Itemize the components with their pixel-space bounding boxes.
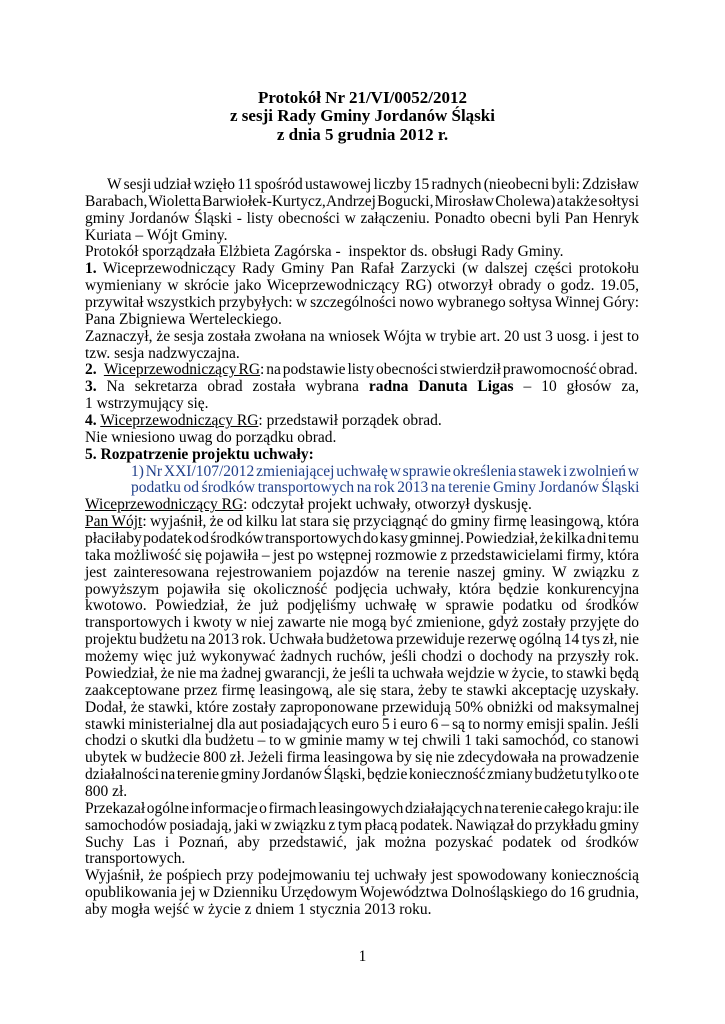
text-line (85, 717, 639, 734)
text-line (85, 295, 639, 312)
text-line (85, 447, 639, 464)
text-segment: stawki ministerialnej dla aut posiadających euro 5 i euro 6 – są to normy emisji spalin. Jeśli (85, 715, 639, 733)
text-segment: Protokół sporządzała Elżbieta Zagórska - inspektor ds. obsługi Rady Gminy. (85, 243, 564, 261)
text-segment: gminy Jordanów Śląski - listy obecności w załączeniu. Ponadto obecni byli Pan Henryk (85, 209, 639, 227)
text-line (85, 413, 639, 430)
text-line (85, 750, 639, 767)
underlined-speaker: Wiceprzewodniczący RG (103, 361, 261, 379)
text-line (85, 177, 639, 194)
text-line (85, 430, 639, 447)
text-line (85, 784, 639, 801)
text-segment: Zaznaczył, że sesja została zwołana na wniosek Wójta w trybie art. 20 ust 3 uosg. i jest to (85, 327, 639, 345)
text-line (85, 835, 639, 852)
text-segment: : odczytał projekt uchwały, otworzył dyskusję. (243, 496, 532, 514)
text-segment: Wyjaśnił, że pośpiech przy podejmowaniu tej uchwały jest spowodowany koniecznością (85, 867, 639, 885)
text-line (85, 801, 639, 818)
text-line (85, 851, 639, 868)
text-segment: Powiedział, że nie ma żadnej gwarancji, że jeśli ta uchwała wejdzie w życie, to stawki będą (85, 664, 639, 682)
document-body (85, 177, 639, 919)
text-segment: transportowych. (85, 850, 186, 868)
text-line (85, 700, 639, 717)
text-segment: 1) Nr XXI/107/2012 zmieniającej uchwałę w sprawie określenia stawek i zwolnień w (131, 462, 639, 480)
text-segment: wymieniany w skrócie jako Wiceprzewodniczący RG) otworzył obrady o godz. 19.05, (85, 277, 639, 295)
text-line (85, 278, 639, 295)
text-segment (97, 361, 104, 378)
text-segment: przywitał wszystkich przybyłych: w szczególności nowo wybranego sołtysa Winnej Góry: (85, 294, 640, 312)
text-line (85, 818, 639, 835)
text-line (85, 582, 639, 599)
bold-text: 1. (85, 260, 97, 278)
text-segment: Kuriata – Wójt Gminy. (85, 226, 228, 244)
text-line (85, 767, 639, 784)
bold-text: 5. Rozpatrzenie projektu uchwały: (85, 445, 314, 463)
text-segment: tzw. sesja nadzwyczajna. (85, 344, 240, 362)
text-segment: 800 zł. (85, 782, 128, 800)
text-line (85, 649, 639, 666)
resolution-title-line (85, 464, 639, 481)
text-segment: : przedstawił porządek obrad. (258, 412, 442, 430)
text-segment: Dodał, że stawki, które zostały zaproponowane przewidują 50% obniżki od maksymalnej (85, 698, 640, 716)
text-segment: Na sekretarza obrad została wybrana (96, 378, 369, 396)
text-line (85, 211, 639, 228)
text-segment: Barabach, Wioletta Barwiołek-Kurtycz, Andrzej Bogucki, Mirosław Cholewa) a także sołtysi (85, 192, 639, 210)
text-segment: opublikowania jej w Dzienniku Urzędowym Województwa Dolnośląskiego do 16 grudnia, (85, 884, 639, 902)
text-segment: Nie wniesiono uwag do porządku obrad. (85, 428, 337, 446)
text-segment: podatku od środków transportowych na rok 2013 na terenie Gminy Jordanów Śląski (131, 479, 640, 497)
text-segment: zaakceptowane przez firmę leasingową, ale się stara, żeby te stawki akceptację uzyskały. (85, 681, 639, 699)
text-segment: działalności na terenie gminy Jordanów Śląski, będzie konieczność zmiany budżetu tylko o te (85, 766, 639, 784)
text-line (85, 683, 639, 700)
text-segment: : na podstawie listy obecności stwierdził prawomocność obrad. (260, 361, 638, 379)
text-segment: projektu budżetu na 2013 rok. Uchwała budżetowa przewiduje rezerwę ogólną 14 tys zł, nie (85, 631, 639, 649)
text-line (85, 632, 639, 649)
text-segment: ubytek w budżecie 800 zł. Jeżeli firma leasingowa by się nie zdecydowała na prowadzenie (85, 749, 639, 767)
underlined-speaker: Wiceprzewodniczący RG (85, 496, 244, 514)
text-segment: – 10 głosów za, (513, 378, 639, 396)
text-line (85, 228, 639, 245)
resolution-title-line (85, 480, 639, 497)
text-segment: Pana Zbigniewa Werteleckiego. (85, 310, 282, 328)
underlined-speaker: Wiceprzewodniczący RG (100, 412, 259, 430)
text-line (85, 885, 639, 902)
text-segment: płaciłaby podatek od środków transportowych do kasy gminnej. Powiedział, że kilka dni temu (85, 530, 639, 548)
text-segment: kwotowo. Powiedział, że już podjęliśmy uchwałę w sprawie podatku od środków (85, 597, 639, 615)
text-line (85, 615, 639, 632)
text-line (85, 194, 639, 211)
text-line (85, 902, 639, 919)
text-line (85, 868, 639, 885)
title-line-1: Protokół Nr 21/VI/0052/2012 (257, 88, 468, 107)
text-segment: 1 wstrzymujący się. (85, 395, 209, 413)
text-line (85, 514, 639, 531)
text-line (85, 244, 639, 261)
text-segment: transportowych i kwoty w niej zawarte nie mogą być zmienione, gdyż zostały przyjęte do (85, 614, 639, 632)
underlined-speaker: Pan Wójt (85, 513, 143, 531)
text-segment: chodzi o skutki dla budżetu – to w gminie mamy w tej chwili 1 taki samochód, co stanowi (85, 732, 639, 750)
bold-text: 4. (85, 412, 97, 430)
text-segment: aby mogła wejść w życie z dniem 1 stycznia 2013 roku. (85, 900, 432, 918)
page-number: 1 (358, 948, 367, 965)
text-segment: samochodów posiadają, jaki w związku z tym płacą podatek. Nawiązał do przykładu gminy (85, 816, 640, 834)
text-line (85, 531, 639, 548)
text-line (85, 733, 639, 750)
text-segment: Suchy Las i Poznań, aby przedstawić, jak można pozyskać podatek od środków (85, 833, 639, 851)
text-line (85, 666, 639, 683)
bold-text: radna Danuta Ligas (368, 378, 514, 396)
text-line (85, 261, 639, 278)
text-line (85, 565, 639, 582)
title-line-2: z sesji Rady Gminy Jordanów Śląski (230, 106, 495, 126)
text-segment: : wyjaśnił, że od kilku lat stara się przyciągnąć do gminy firmę leasingową, która (142, 513, 640, 531)
text-line (85, 346, 639, 363)
document-title (0, 89, 725, 144)
text-segment: możemy więc już wykonywać żadnych ruchów, jeśli chodzi o dochody na przyszły rok. (85, 648, 639, 666)
text-line (85, 548, 639, 565)
text-segment: Wiceprzewodniczący Rady Gminy Pan Rafał Zarzycki (w dalszej części protokołu (96, 260, 639, 278)
text-line (85, 396, 639, 413)
text-line (85, 312, 639, 329)
bold-text: 3. (85, 378, 97, 396)
text-segment: taka możliwość się pojawiła – jest po wstępnej rozmowie z przedstawicielami firmy, która (85, 546, 639, 564)
text-line (85, 598, 639, 615)
text-segment: powyższym pojawiła się okoliczność podjęcia uchwały, która będzie konkurencyjna (85, 580, 639, 598)
title-line-3: z dnia 5 grudnia 2012 r. (276, 124, 449, 144)
text-line (85, 362, 639, 379)
bold-text: 2. (85, 361, 97, 379)
text-line (85, 379, 639, 396)
text-segment: Przekazał ogólne informacje o firmach leasingowych działających na terenie całego kraju: ile (85, 799, 639, 817)
text-line (85, 329, 639, 346)
text-segment: W sesji udział wzięło 11 spośród ustawowej liczby 15 radnych (nieobecni byli: Zdzisław (107, 176, 639, 193)
text-segment: jest zainteresowana rejestrowaniem pojazdów na terenie naszej gminy. W związku z (85, 563, 639, 581)
text-line (85, 497, 639, 514)
